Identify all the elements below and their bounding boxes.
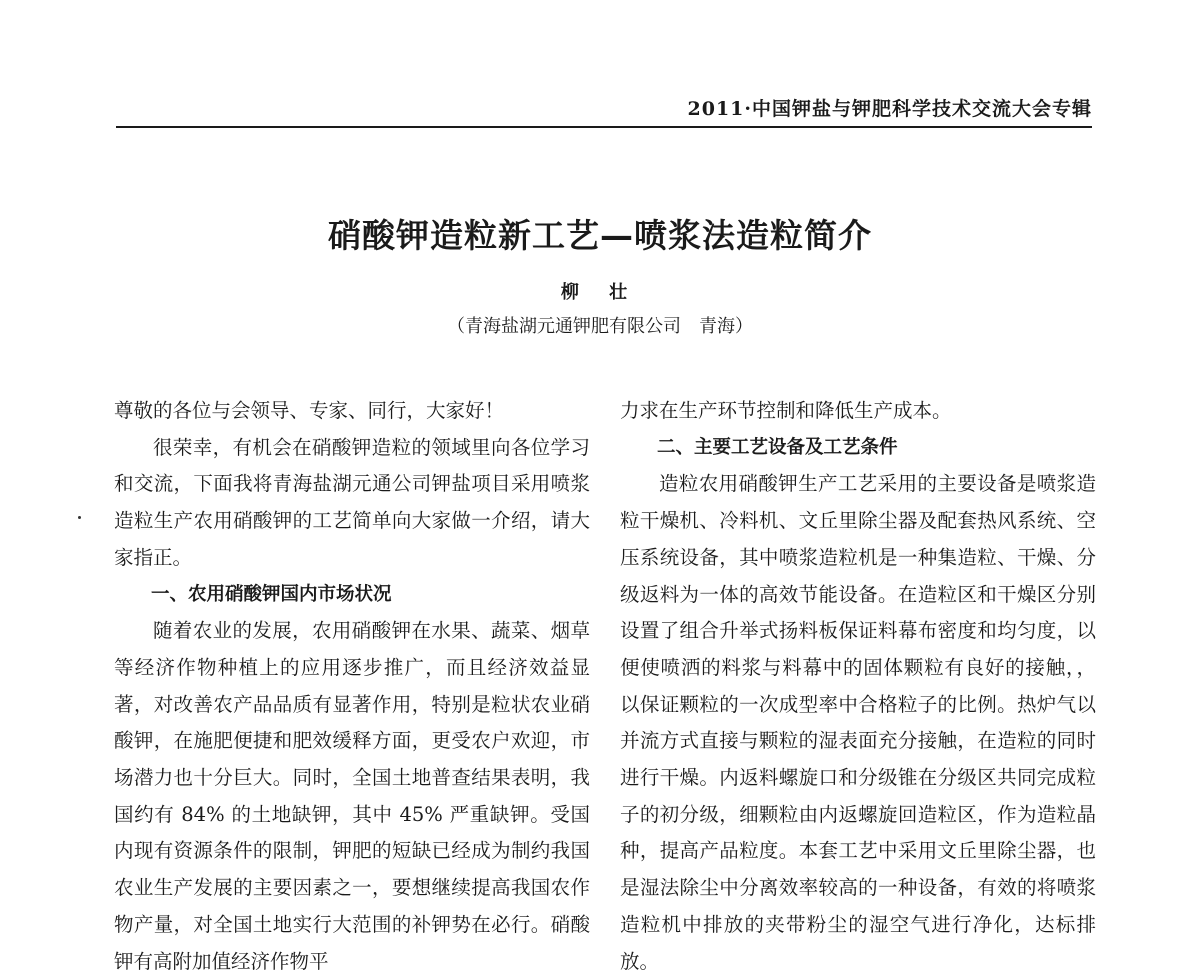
left-column	[114, 393, 590, 980]
right-column	[620, 393, 1096, 980]
intro-paragraph: 很荣幸，有机会在硝酸钾造粒的领域里向各位学习和交流，下面我将青海盐湖元通公司钾盐项目采用喷浆造粒生产农用硝酸钾的工艺简单向大家做一介绍，请大家指正。	[114, 435, 590, 569]
article-author: 柳 壮	[560, 282, 640, 303]
scan-artifact-dot	[78, 516, 81, 519]
carryover-paragraph: 力求在生产环节控制和降低生产成本。	[620, 399, 952, 422]
greeting-paragraph: 尊敬的各位与会领导、专家、同行，大家好！	[114, 399, 505, 422]
article-affiliation: （青海盐湖元通钾肥有限公司 青海）	[447, 316, 753, 337]
running-header	[116, 92, 1092, 128]
section-2-heading: 二、主要工艺设备及工艺条件	[657, 436, 898, 458]
running-header-title: 2011·中国钾盐与钾肥科学技术交流大会专辑	[687, 98, 1092, 120]
section-1-paragraph: 随着农业的发展，农用硝酸钾在水果、蔬菜、烟草等经济作物种植上的应用逐步推广，而且经济效益显著，对改善农产品品质有显著作用，特别是粒状农业硝酸钾，在施肥便捷和肥效缓释方面，更受农户欢迎，市场潜力也十分巨大。同时，全国土地普查结果表明，我国约有 84% 的土地缺钾，其中 45% 严重缺钾。受国内现有资源条件的限制，钾肥的短缺已经成为制约我国农业生产发展的主要因素之一，要想继续提高我国农作物产量，对全国土地实行大范围的补钾势在必行。硝酸钾有高附加值经济作物平	[114, 619, 590, 973]
section-2-paragraph: 造粒农用硝酸钾生产工艺采用的主要设备是喷浆造粒干燥机、冷料机、文丘里除尘器及配套热风系统、空压系统设备，其中喷浆造粒机是一种集造粒、干燥、分级返料为一体的高效节能设备。在造粒区和干燥区分别设置了组合升举式扬料板保证料幕布密度和均匀度，以便使喷洒的料浆与料幕中的固体颗粒有良好的接触，，以保证颗粒的一次成型率中合格粒子的比例。热炉气以并流方式直接与颗粒的湿表面充分接触，在造粒的同时进行干燥。内返料螺旋口和分级锥在分级区共同完成粒子的初分级，细颗粒由内返螺旋回造粒区，作为造粒晶种，提高产品粒度。本套工艺中采用文丘里除尘器，也是湿法除尘中分离效率较高的一种设备，有效的将喷浆造粒机中排放的夹带粉尘的湿空气进行净化，达标排放。	[620, 472, 1096, 973]
title-block	[0, 208, 1200, 340]
section-1-heading: 一、农用硝酸钾国内市场状况	[151, 583, 392, 605]
article-title: 硝酸钾造粒新工艺—喷浆法造粒简介	[328, 216, 872, 255]
